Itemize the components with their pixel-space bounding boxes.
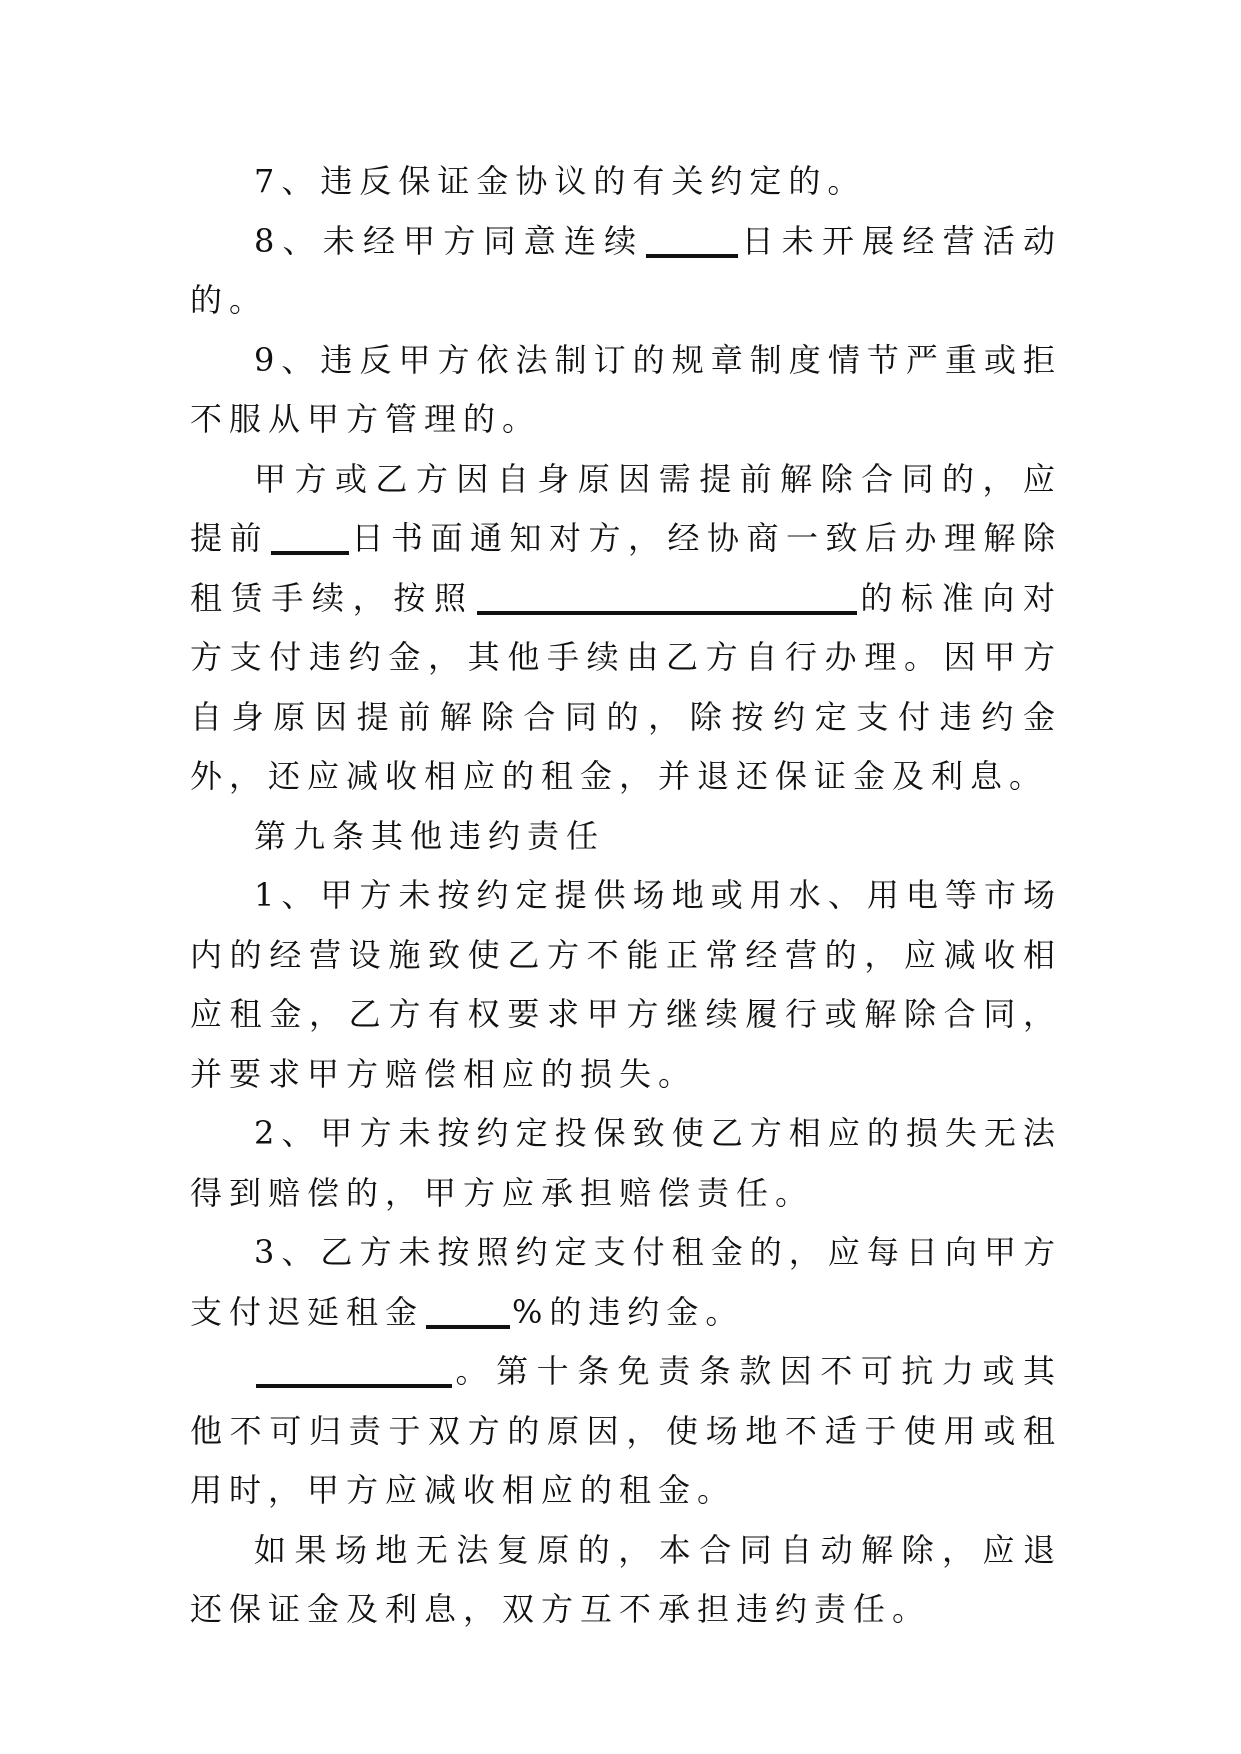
article-9-heading [190,807,1062,867]
text-segment: %的违约金。 [512,1292,745,1331]
clause-item-8 [190,212,1062,331]
fill-in-blank [646,254,738,258]
text-segment: 第九条其他违约责任 [254,816,606,855]
article-9-item-1 [190,866,1062,1104]
text-segment: 甲方或乙方因自身原因需提前解除合同的，应提前 [190,459,1062,557]
clause-item-7 [190,152,1062,212]
fill-in-blank [271,551,349,555]
text-segment: 1、甲方未按约定提供场地或用水、用电等市场内的经营设施致使乙方不能正常经营的，应减收相应租金，乙方有权要求甲方继续履行或解除合同，并要求甲方赔偿相应的损失。 [190,876,1062,1093]
article-9-item-2 [190,1104,1062,1223]
text-segment: 8、未经甲方同意连续 [254,221,645,260]
text-segment: 日书面通知对方，经协商一致后办理解除租赁手续，按照 [190,519,1062,617]
text-segment: 3、乙方未按照约定支付租金的，应每日向甲方支付迟延租金 [190,1233,1062,1331]
article-10-final-paragraph [190,1521,1062,1640]
text-segment: 9、违反甲方依法制订的规章制度情节严重或拒不服从甲方管理的。 [190,340,1062,438]
fill-in-blank [426,1325,510,1329]
text-segment: 7、违反保证金协议的有关约定的。 [254,162,867,200]
clause-item-9 [190,331,1062,450]
text-segment: 的标准向对方支付违约金，其他手续由乙方自行办理。因甲方自身原因提前解除合同的，除按约定支付违约金外，还应减收相应的租金，并退还保证金及利息。 [190,578,1062,795]
article-10-paragraph [190,1342,1062,1521]
text-segment: 2、甲方未按约定投保致使乙方相应的损失无法得到赔偿的，甲方应承担赔偿责任。 [190,1114,1062,1212]
document-body [190,152,1062,1640]
text-segment: 日未开展经营活动的。 [190,221,1062,319]
fill-in-blank [256,1384,452,1388]
text-segment: 如果场地无法复原的，本合同自动解除，应退还保证金及利息，双方互不承担违约责任。 [190,1530,1062,1628]
early-termination-paragraph [190,450,1062,807]
article-9-item-3 [190,1223,1062,1342]
text-segment: 。第十条免责条款因不可抗力或其他不可归责于双方的原因，使场地不适于使用或租用时，甲方应减收相应的租金。 [190,1352,1062,1509]
fill-in-blank [477,611,857,615]
